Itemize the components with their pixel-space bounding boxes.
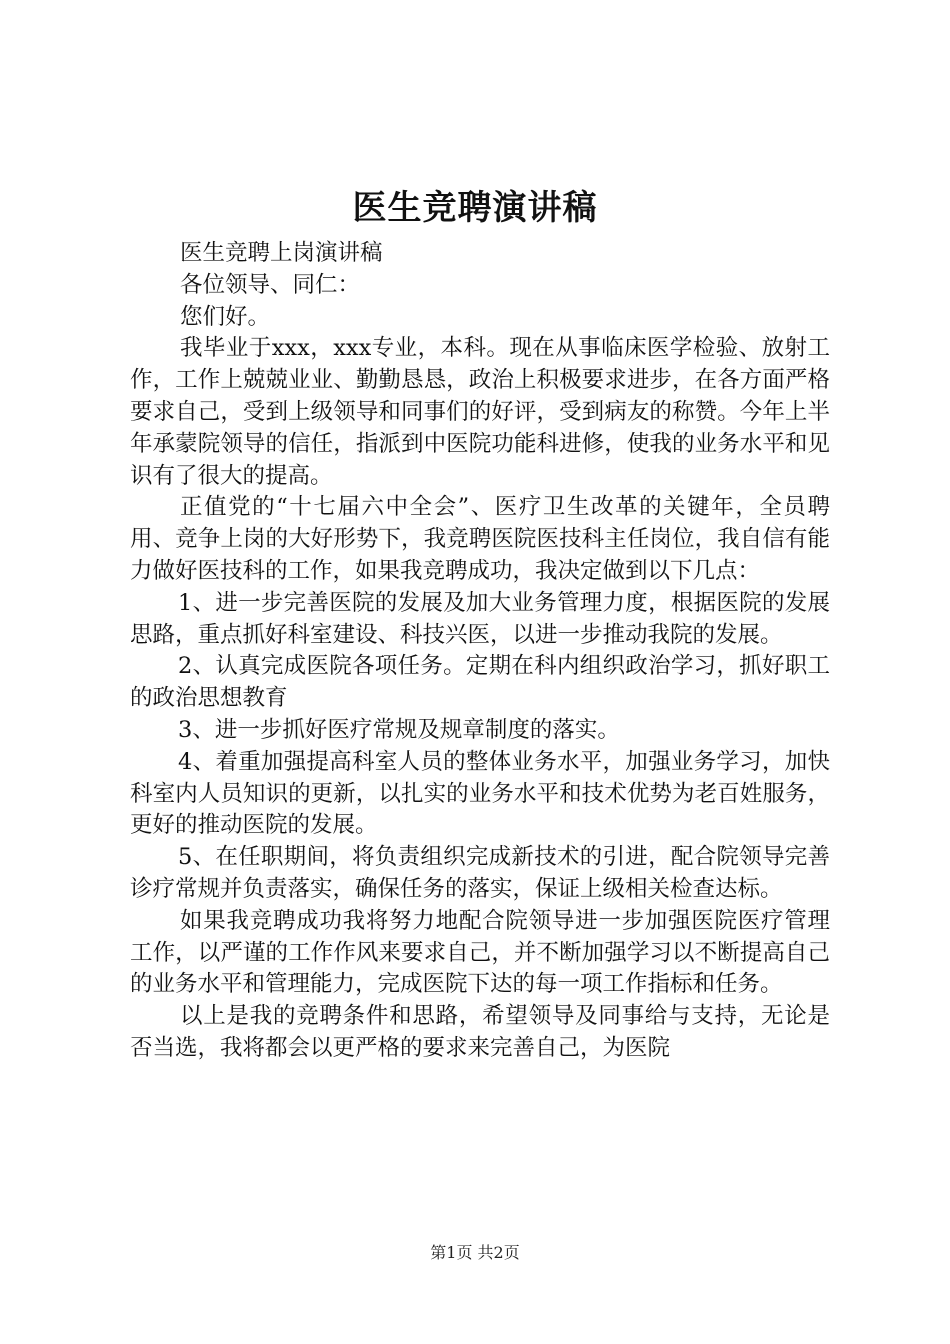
point-3-paragraph: 3、进一步抓好医疗常规及规章制度的落实。 [178,716,620,743]
point-2-paragraph: 2、认真完成医院各项任务。定期在科内组织政治学习，抓好职工的政治思想教育 [130,653,830,712]
point-1-paragraph: 1、进一步完善医院的发展及加大业务管理力度，根据医院的发展思路，重点抓好科室建设、科技兴医，以进一步推动我院的发展。 [130,589,830,648]
document-body [130,238,830,1065]
point-5-paragraph: 5、在任职期间，将负责组织完成新技术的引进，配合院领导完善诊疗常规并负责落实，确保任务的落实，保证上级相关检查达标。 [130,844,830,902]
commitment-paragraph: 如果我竞聘成功我将努力地配合院领导进一步加强医院医疗管理工作，以严谨的工作作风来要求自己，并不断加强学习以不断提高自己的业务水平和管理能力，完成医院下达的每一项工作指标和任务。 [130,907,830,998]
intro-paragraph: 我毕业于xxx，xxx专业，本科。现在从事临床医学检验、放射工作，工作上兢兢业业、勤勤恳恳，政治上积极要求进步，在各方面严格要求自己，受到上级领导和同事们的好评，受到病友的称赞。今年上半年承蒙院领导的信任，指派到中医院功能科进修，使我的业务水平和见识有了很大的提高。 [130,335,830,489]
page-footer: 第1页 共2页 [430,1243,520,1262]
greeting-paragraph: 您们好。 [180,303,271,330]
document-title: 医生竞聘演讲稿 [352,188,598,228]
subtitle-paragraph: 医生竞聘上岗演讲稿 [180,240,383,266]
salutation-paragraph: 各位领导、同仁： [180,271,361,298]
point-4-paragraph: 4、着重加强提高科室人员的整体业务水平，加强业务学习，加快科室内人员知识的更新，以扎实的业务水平和技术优势为老百姓服务，更好的推动医院的发展。 [130,748,830,839]
closing-paragraph: 以上是我的竞聘条件和思路，希望领导及同事给与支持，无论是否当选，我将都会以更严格的要求来完善自己，为医院 [130,1003,830,1061]
context-paragraph: 正值党的“十七届六中全会”、医疗卫生改革的关键年，全员聘用、竞争上岗的大好形势下，我竞聘医院医技科主任岗位，我自信有能力做好医技科的工作，如果我竞聘成功，我决定做到以下几点： [130,494,830,584]
